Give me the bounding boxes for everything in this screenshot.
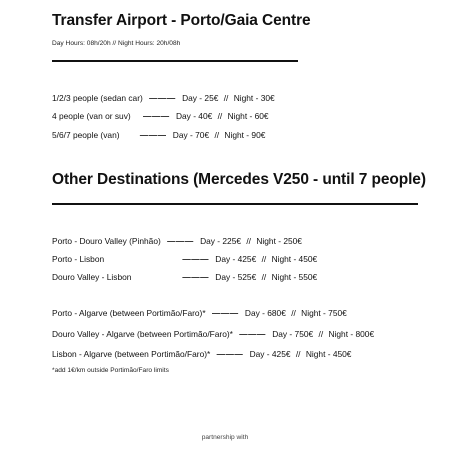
day-price: Day - 425€ xyxy=(249,349,291,359)
dash-separator: ——— xyxy=(182,272,209,282)
route-label: 1/2/3 people (sedan car) xyxy=(52,93,143,103)
price-separator: // xyxy=(223,93,229,103)
algarve-footnote: *add 1€/km outside Portimão/Faro limits xyxy=(52,367,169,374)
price-separator: // xyxy=(318,329,324,339)
route-label: Douro Valley - Lisbon xyxy=(52,272,132,282)
route-label: Porto - Algarve (between Portimão/Faro)* xyxy=(52,308,206,318)
price-separator: // xyxy=(246,236,252,246)
night-price: Night - 450€ xyxy=(271,254,318,264)
day-price: Day - 750€ xyxy=(272,329,314,339)
night-price: Night - 90€ xyxy=(224,130,266,140)
dash-separator: ——— xyxy=(143,111,170,121)
transfer-row-2 xyxy=(52,111,269,121)
route-label: Douro Valley - Algarve (between Portimão/Faro)* xyxy=(52,329,233,339)
price-separator: // xyxy=(261,254,267,264)
destination-row-3 xyxy=(52,272,317,282)
route-label: 5/6/7 people (van) xyxy=(52,130,120,140)
price-separator: // xyxy=(217,111,223,121)
day-price: Day - 70€ xyxy=(172,130,210,140)
transfer-divider xyxy=(52,60,298,62)
partnership-text: partnership with xyxy=(201,434,249,441)
destination-row-2 xyxy=(52,254,317,264)
night-price: Night - 750€ xyxy=(301,308,347,318)
night-price: Night - 30€ xyxy=(233,93,275,103)
dash-separator: ——— xyxy=(182,254,209,264)
transfer-title: Transfer Airport - Porto/Gaia Centre xyxy=(52,12,311,29)
dash-separator: ——— xyxy=(149,93,176,103)
route-label: Porto - Douro Valley (Pinhão) xyxy=(52,236,161,246)
night-price: Night - 550€ xyxy=(271,272,318,282)
other-destinations-title: Other Destinations (Mercedes V250 - until 7 people) xyxy=(52,171,426,188)
night-price: Night - 250€ xyxy=(256,236,302,246)
day-price: Day - 25€ xyxy=(182,93,219,103)
dash-separator: ——— xyxy=(167,236,194,246)
night-price: Night - 450€ xyxy=(305,349,352,359)
route-label: 4 people (van or suv) xyxy=(52,111,131,121)
dash-separator: ——— xyxy=(239,329,266,339)
price-separator: // xyxy=(295,349,301,359)
night-price: Night - 800€ xyxy=(328,329,375,339)
other-divider xyxy=(52,203,418,205)
destination-row-1 xyxy=(52,236,302,246)
price-separator: // xyxy=(291,308,296,318)
algarve-row-2 xyxy=(52,329,374,339)
hours-info: Day Hours: 08h/20h // Night Hours: 20h/08h xyxy=(52,40,181,47)
price-separator: // xyxy=(261,272,267,282)
day-price: Day - 40€ xyxy=(175,111,213,121)
route-label: Lisbon - Algarve (between Portimão/Faro)* xyxy=(52,349,211,359)
transfer-row-3 xyxy=(52,130,265,140)
dash-separator: ——— xyxy=(216,349,244,359)
price-separator: // xyxy=(214,130,220,140)
day-price: Day - 680€ xyxy=(244,308,286,318)
night-price: Night - 60€ xyxy=(227,111,269,121)
route-label: Porto - Lisbon xyxy=(52,254,105,264)
day-price: Day - 525€ xyxy=(215,272,257,282)
dash-separator: ——— xyxy=(211,308,239,318)
transfer-row-1 xyxy=(52,93,275,103)
day-price: Day - 425€ xyxy=(215,254,257,264)
algarve-row-1 xyxy=(52,308,347,318)
day-price: Day - 225€ xyxy=(200,236,242,246)
dash-separator: ——— xyxy=(139,130,167,140)
algarve-row-3 xyxy=(52,349,351,359)
